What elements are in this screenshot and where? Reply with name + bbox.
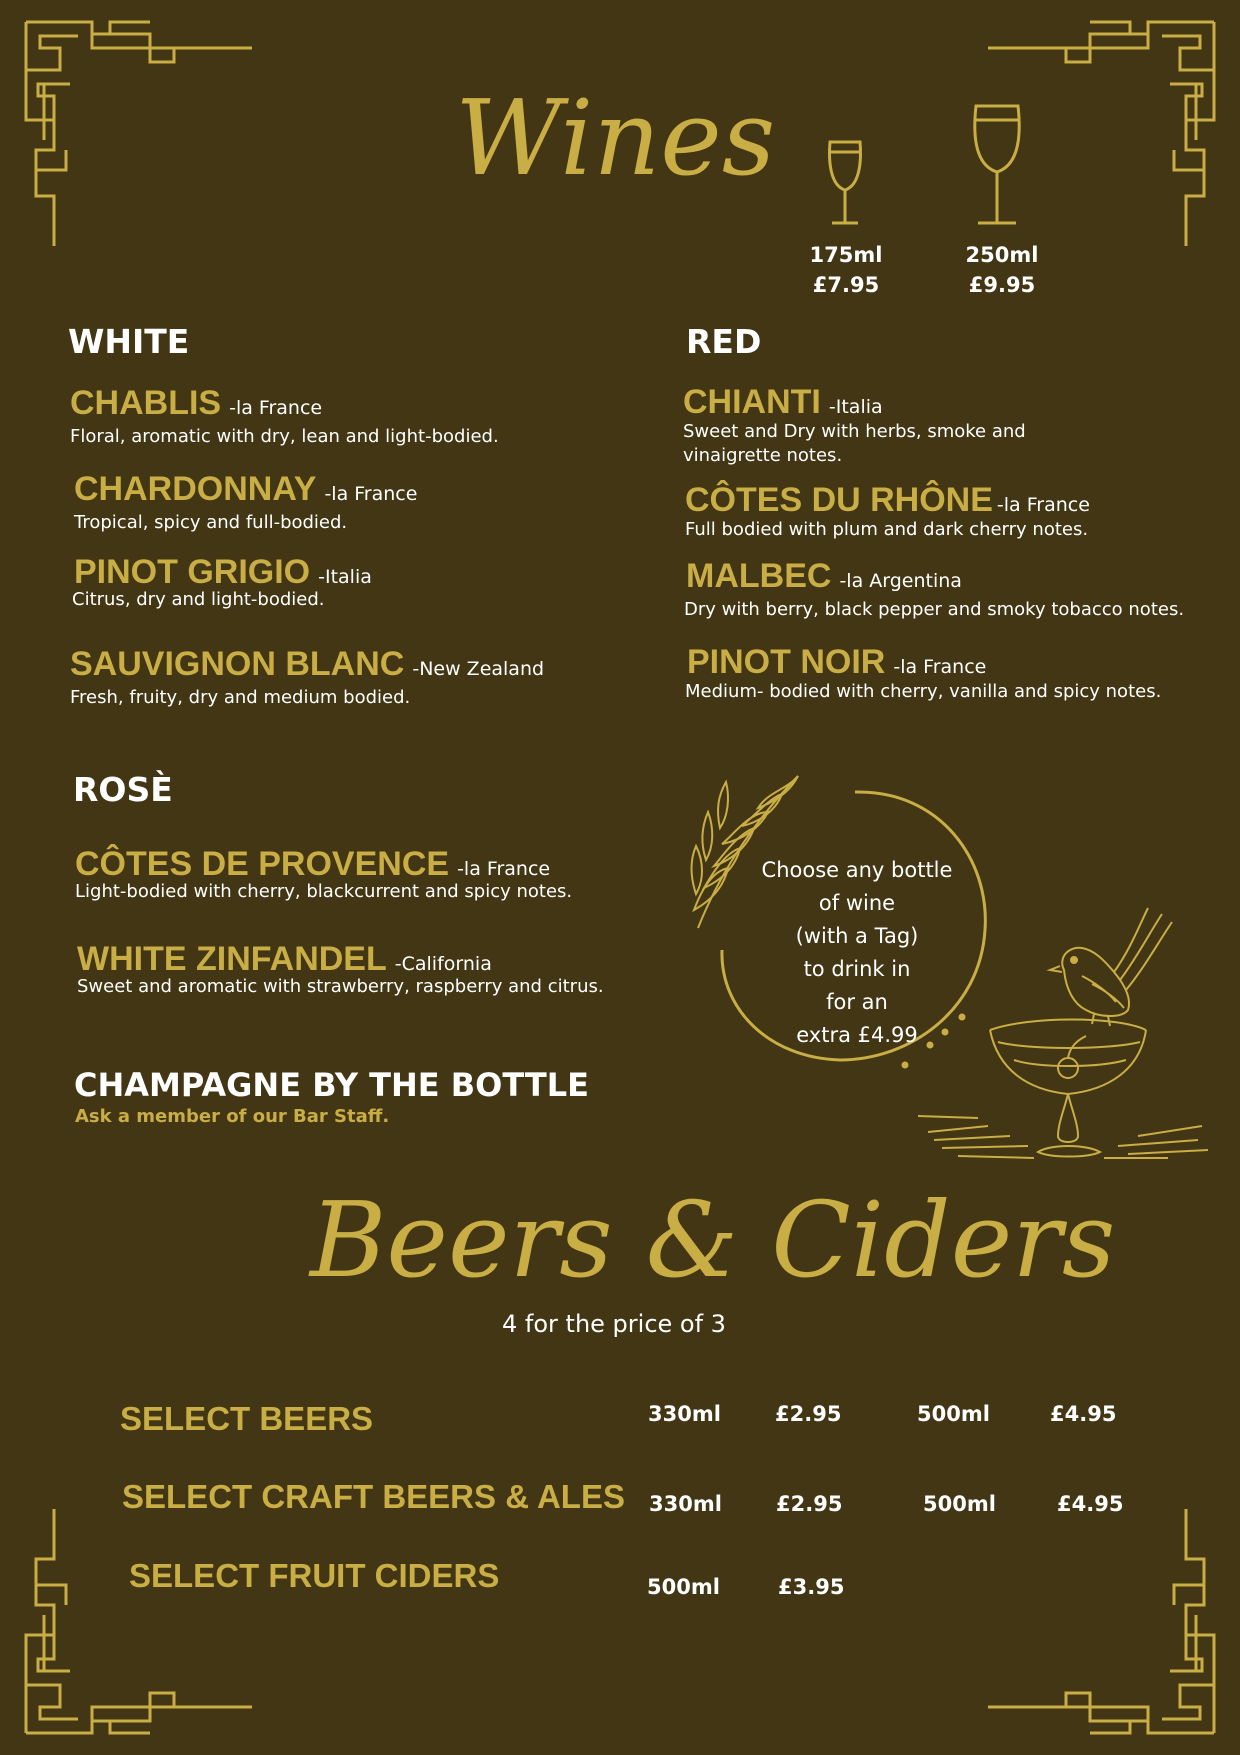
promo-line: extra £4.99 [796, 1023, 918, 1047]
wine-name: PINOT NOIR [687, 643, 886, 681]
wine-description: Fresh, fruity, dry and medium bodied. [70, 687, 411, 708]
promo-line: of wine [818, 891, 896, 915]
wine-item-cotes-du-rhone [685, 481, 1205, 542]
wine-name: CHABLIS [70, 384, 222, 422]
beer-size: 500ml [923, 1492, 996, 1516]
beer-price: £2.95 [775, 1402, 842, 1426]
rose-heading: ROSÈ [73, 770, 173, 809]
small-wine-glass-icon [824, 138, 866, 228]
beer-price: £4.95 [1050, 1402, 1117, 1426]
wine-description: Sweet and Dry with herbs, smoke and vinaigrette notes. [683, 421, 1026, 466]
beer-size: 330ml [649, 1492, 722, 1516]
wine-name: CÔTES DE PROVENCE [75, 845, 450, 883]
beer-price: £4.95 [1057, 1492, 1124, 1516]
white-heading: WHITE [68, 322, 190, 361]
wine-item-chardonnay [74, 470, 634, 535]
wine-origin: -la France [996, 494, 1090, 516]
wines-title: Wines [455, 77, 776, 199]
wine-item-pinot-noir [687, 643, 1207, 704]
promo-line: for an [826, 990, 888, 1014]
beer-price: £2.95 [776, 1492, 843, 1516]
champagne-note: Ask a member of our Bar Staff. [75, 1106, 390, 1127]
wine-origin: -la France [893, 656, 987, 678]
wine-origin: -California [394, 953, 492, 975]
wine-origin: -la France [457, 858, 551, 880]
wine-origin: -la Argentina [839, 570, 962, 592]
beer-size: 500ml [647, 1575, 720, 1599]
wine-item-chablis [70, 384, 630, 449]
beers-subtitle: 4 for the price of 3 [502, 1310, 726, 1338]
wine-description: Tropical, spicy and full-bodied. [74, 512, 348, 533]
beer-price: £3.95 [778, 1575, 845, 1599]
beer-row-name: SELECT BEERS [120, 1400, 374, 1437]
wine-name: PINOT GRIGIO [74, 553, 311, 591]
wine-description: Floral, aromatic with dry, lean and light-bodied. [70, 426, 499, 447]
glass-size-250 [962, 240, 1042, 300]
wine-item-cotes-de-provence [75, 845, 675, 904]
red-heading: RED [686, 322, 762, 361]
corner-ornament-bottom-left-icon [0, 1495, 260, 1755]
wine-description: Light-bodied with cherry, blackcurrent and spicy notes. [75, 881, 573, 902]
wine-item-sauvignon-blanc [70, 645, 670, 710]
wine-origin: -Italia [828, 396, 883, 418]
promo-line: (with a Tag) [795, 924, 919, 948]
wine-description: Citrus, dry and light-bodied. [72, 589, 325, 610]
wine-item-chianti [683, 383, 1053, 468]
bird-on-cocktail-glass-icon [918, 900, 1208, 1170]
wine-description: Medium- bodied with cherry, vanilla and spicy notes. [685, 681, 1162, 702]
glass-size-label: 250ml [965, 243, 1039, 267]
wine-description: Full bodied with plum and dark cherry notes. [685, 519, 1089, 540]
corner-ornament-top-left-icon [0, 0, 260, 260]
wine-origin: -New Zealand [412, 658, 545, 680]
wine-name: MALBEC [686, 557, 832, 595]
glass-size-175 [806, 240, 886, 300]
wine-description: Dry with berry, black pepper and smoky tobacco notes. [684, 599, 1185, 620]
promo-line: Choose any bottle [761, 858, 953, 882]
glass-size-label: 175ml [809, 243, 883, 267]
beer-size: 500ml [917, 1402, 990, 1426]
wine-description: Sweet and aromatic with strawberry, raspberry and citrus. [77, 976, 604, 997]
wine-origin: -Italia [318, 566, 372, 588]
beer-row-name: SELECT FRUIT CIDERS [129, 1557, 500, 1594]
glass-price-label: £9.95 [968, 273, 1036, 297]
large-wine-glass-icon [970, 102, 1024, 228]
wine-name: CHARDONNAY [74, 470, 317, 508]
wine-name: CÔTES DU RHÔNE [685, 481, 993, 519]
wine-item-white-zinfandel [77, 940, 697, 999]
wine-origin: -la France [324, 483, 418, 505]
wine-name: WHITE ZINFANDEL [77, 940, 387, 978]
wine-name: SAUVIGNON BLANC [70, 645, 405, 683]
promo-line: to drink in [803, 957, 911, 981]
champagne-heading: CHAMPAGNE BY THE BOTTLE [74, 1066, 589, 1104]
wine-item-pinot-grigio [72, 553, 632, 612]
beer-row-name: SELECT CRAFT BEERS & ALES [122, 1478, 625, 1515]
wine-name: CHIANTI [683, 383, 821, 421]
wine-item-malbec [686, 557, 1206, 622]
beer-size: 330ml [648, 1402, 721, 1426]
beers-ciders-title: Beers & Ciders [310, 1179, 1116, 1301]
wine-origin: -la France [229, 397, 323, 419]
glass-price-label: £7.95 [812, 273, 880, 297]
corner-ornament-bottom-right-icon [980, 1495, 1240, 1755]
